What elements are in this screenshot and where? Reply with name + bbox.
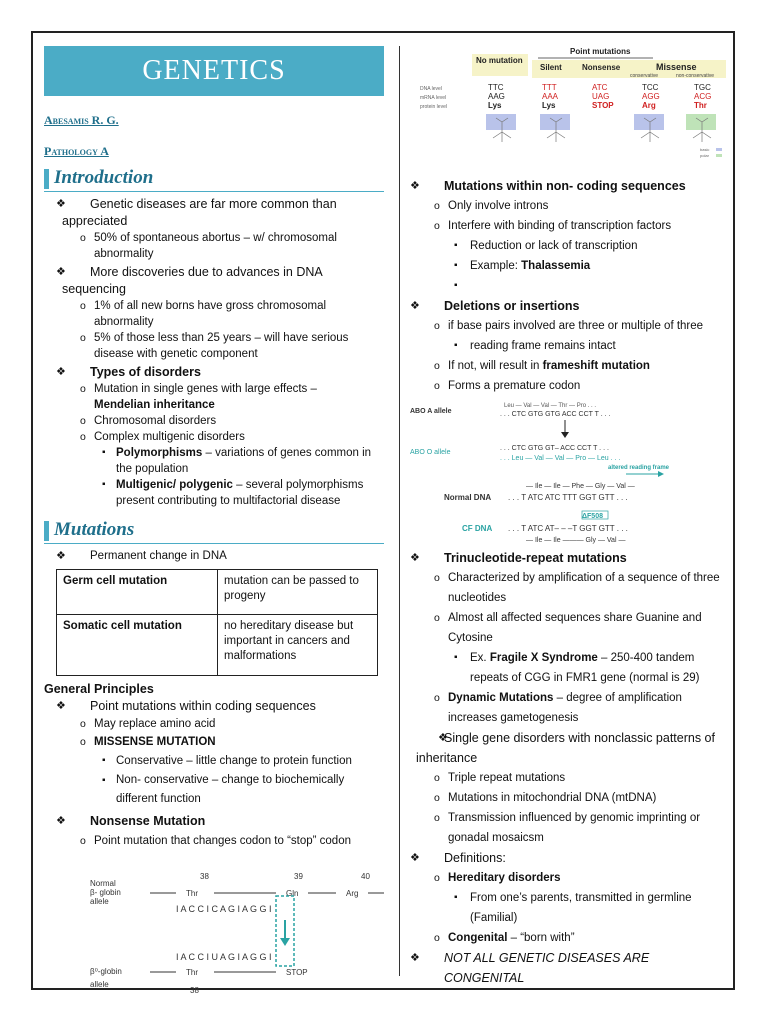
heading-bar (44, 521, 49, 541)
list-item: ❖ Deletions or insertions (408, 296, 726, 316)
figure-sequence: . . . T ATC ATC TTT GGT GTT . . . (508, 493, 628, 502)
figure-sequence: . . . Leu — Val — Val — Pro — Leu . . . (500, 455, 621, 462)
introduction-list (44, 196, 384, 509)
list-item: ▪ Multigenic/ polygenic – several polymorphisms present contributing to multifactorial disease (44, 477, 384, 509)
list-item: ▪ Reduction or lack of transcription (408, 236, 726, 256)
list-item: ❖ NOT ALL GENETIC DISEASES ARE CONGENITAL (408, 948, 726, 988)
figure-label: basic (700, 147, 710, 152)
heading-bar (44, 169, 49, 189)
list-item: ❖ Single gene disorders with nonclassic patterns of inheritance (408, 728, 726, 768)
mutations-heading: Mutations (44, 519, 384, 544)
column-divider (399, 46, 400, 976)
table-cell: Germ cell mutation (57, 570, 218, 615)
list-item: ▪ Conservative – little change to protein function (44, 751, 384, 771)
table-row (57, 570, 378, 615)
list-item: o May replace amino acid (44, 715, 384, 733)
author: Abesamis R. G. (44, 113, 119, 127)
list-item: ❖ Point mutations within coding sequences (44, 698, 384, 715)
nonsense-mutation-figure (86, 868, 386, 978)
figure-label: Thr (186, 968, 198, 977)
grid-cell-mrna: ACG (694, 92, 712, 101)
grid-cell-dna: TTT (542, 83, 557, 92)
figure-label: DNA level (420, 86, 442, 92)
list-item: o Transmission influenced by genomic imprinting or gonadal mosaicsm (408, 808, 726, 848)
page-title: GENETICS (44, 46, 384, 96)
grid-cell-mrna: UAG (592, 92, 610, 101)
point-mutation-grid (488, 83, 711, 110)
list-item: o Almost all affected sequences share Guanine and Cytosine (408, 608, 726, 648)
grid-cell-mrna: AAG (488, 92, 505, 101)
figure-label: 38 (190, 986, 199, 995)
list-item: ❖ Trinucleotide-repeat mutations (408, 548, 726, 568)
right-column (408, 46, 726, 988)
list-item: o 5% of those less than 25 years – will have serious disease with genetic component (44, 330, 384, 362)
figure-sequence: I A C C I C A G I A G G I (176, 904, 272, 914)
general-principles-list (44, 698, 384, 849)
table-cell: Somatic cell mutation (57, 615, 218, 676)
list-item: o Characterized by amplification of a sequence of three nucleotides (408, 568, 726, 608)
list-item: o Mutation in single genes with large effects – Mendelian inheritance (44, 381, 384, 413)
list-item: o Mutations in mitochondrial DNA (mtDNA) (408, 788, 726, 808)
figure-label: Normal DNA (444, 493, 492, 502)
figure-label: β- globin (90, 888, 121, 897)
figure-label: Nonsense (582, 63, 621, 72)
figure-sequence: . . . CTC GTG GTG ACC CCT T . . . (500, 411, 611, 418)
left-column (44, 46, 384, 995)
right-list-2 (408, 548, 726, 988)
list-item: ❖ Mutations within non- coding sequences (408, 176, 726, 196)
list-item: o MISSENSE MUTATION (44, 733, 384, 751)
list-item: ❖ Nonsense Mutation (44, 813, 384, 830)
list-item: ▪ Polymorphisms – variations of genes common in the population (44, 445, 384, 477)
list-item: ▪ Ex. Fragile X Syndrome – 250-400 tandem repeats of CGG in FMR1 gene (normal is 29) (408, 648, 726, 688)
grid-cell-protein: Arg (642, 101, 656, 110)
grid-cell-protein: Thr (694, 101, 707, 110)
figure-label: polar (700, 153, 709, 158)
figure-label: allele (90, 980, 109, 989)
figure-sequence: — Ile — Ile — Phe — Gly — Val — (526, 483, 635, 490)
table-cell: no hereditary disease but important in cancers and malformations (218, 615, 378, 676)
figure-label: Normal (90, 879, 116, 888)
grid-cell-protein: Lys (542, 101, 556, 110)
list-item: o if base pairs involved are three or multiple of three (408, 316, 726, 336)
grid-cell-dna: TTC (488, 83, 504, 92)
point-mutations-figure (408, 46, 726, 164)
grid-cell-protein: Lys (488, 101, 502, 110)
figure-label: conservative (630, 73, 659, 79)
figure-label: 39 (294, 872, 303, 881)
grid-cell-protein: STOP (592, 101, 614, 110)
table-row (57, 615, 378, 676)
list-item: o Triple repeat mutations (408, 768, 726, 788)
list-item: ▪ From one’s parents, transmitted in germline (Familial) (408, 888, 726, 928)
figure-label: Leu — Val — Val — Thr — Pro . . . (504, 403, 597, 409)
list-item: o Hereditary disorders (408, 868, 726, 888)
general-principles-heading: General Principles (44, 682, 154, 696)
figure-label: Missense (656, 62, 697, 72)
figure-label: protein level (420, 104, 447, 110)
figure-label: mRNA level (420, 95, 447, 101)
list-item: ❖ Definitions: (408, 848, 726, 868)
grid-cell-dna: TGC (694, 83, 711, 92)
right-list (408, 176, 726, 396)
figure-label: Arg (346, 889, 359, 898)
introduction-heading: Introduction (44, 167, 384, 192)
figure-label: Point mutations (570, 47, 631, 56)
list-item: ▪ Example: Thalassemia (408, 256, 726, 276)
list-item: ▪ reading frame remains intact (408, 336, 726, 356)
list-item: o Point mutation that changes codon to “stop” codon (44, 833, 384, 849)
mutations-list (44, 548, 384, 565)
figure-label: ABO O allele (410, 449, 451, 456)
list-item: ❖ Permanent change in DNA (44, 548, 384, 565)
figure-label: STOP (286, 968, 308, 977)
figure-sequence: I A C C I U A G I A G G I (176, 952, 272, 962)
figure-sequence: . . . CTC GTG GT– ACC CCT T . . . (500, 445, 609, 452)
list-item (408, 276, 726, 296)
list-item: o Complex multigenic disorders (44, 429, 384, 445)
figure-label: 38 (200, 872, 209, 881)
grid-cell-mrna: AGG (642, 92, 660, 101)
list-item: o 1% of all new borns have gross chromosomal abnormality (44, 298, 384, 330)
frameshift-figure (408, 398, 726, 548)
list-item: o If not, will result in frameshift mutation (408, 356, 726, 376)
figure-label: No mutation (476, 56, 523, 65)
figure-sequence: — Ile — Ile ——— Gly — Val — (526, 537, 626, 544)
list-item: o Interfere with binding of transcription factors (408, 216, 726, 236)
list-item: ❖ Types of disorders (44, 364, 384, 381)
grid-cell-dna: ATC (592, 83, 608, 92)
figure-label: β⁰-globin (90, 967, 122, 976)
list-item: ▪ Non- conservative – change to biochemically different function (44, 771, 384, 809)
figure-label: Gln (286, 889, 299, 898)
grid-cell-dna: TCC (642, 83, 659, 92)
figure-label: altered reading frame (608, 465, 670, 471)
table-cell: mutation can be passed to progeny (218, 570, 378, 615)
figure-label: Silent (540, 63, 562, 72)
nonsense-figure-footer (86, 979, 386, 1003)
list-item: ❖ More discoveries due to advances in DNA sequencing (44, 264, 384, 298)
figure-label: ΔF508 (582, 513, 603, 520)
list-item: o Only involve introns (408, 196, 726, 216)
list-item: o Congenital – “born with” (408, 928, 726, 948)
list-item: o Chromosomal disorders (44, 413, 384, 429)
figure-label: non-conservative (676, 73, 715, 79)
list-item: o Dynamic Mutations – degree of amplification increases gametogenesis (408, 688, 726, 728)
figure-label: Thr (186, 889, 198, 898)
grid-cell-mrna: AAA (542, 92, 559, 101)
mutation-types-table (56, 569, 378, 676)
list-item: ❖ Genetic diseases are far more common than appreciated (44, 196, 384, 230)
list-item: o Forms a premature codon (408, 376, 726, 396)
figure-sequence: . . . T ATC AT– – –T GGT GTT . . . (508, 524, 628, 533)
subject: Pathology A (44, 144, 109, 158)
figure-label: 40 (361, 872, 370, 881)
list-item: o 50% of spontaneous abortus – w/ chromosomal abnormality (44, 230, 384, 262)
figure-label: ABO A allele (410, 408, 452, 415)
figure-label: allele (90, 897, 109, 906)
figure-label: CF DNA (462, 524, 493, 533)
